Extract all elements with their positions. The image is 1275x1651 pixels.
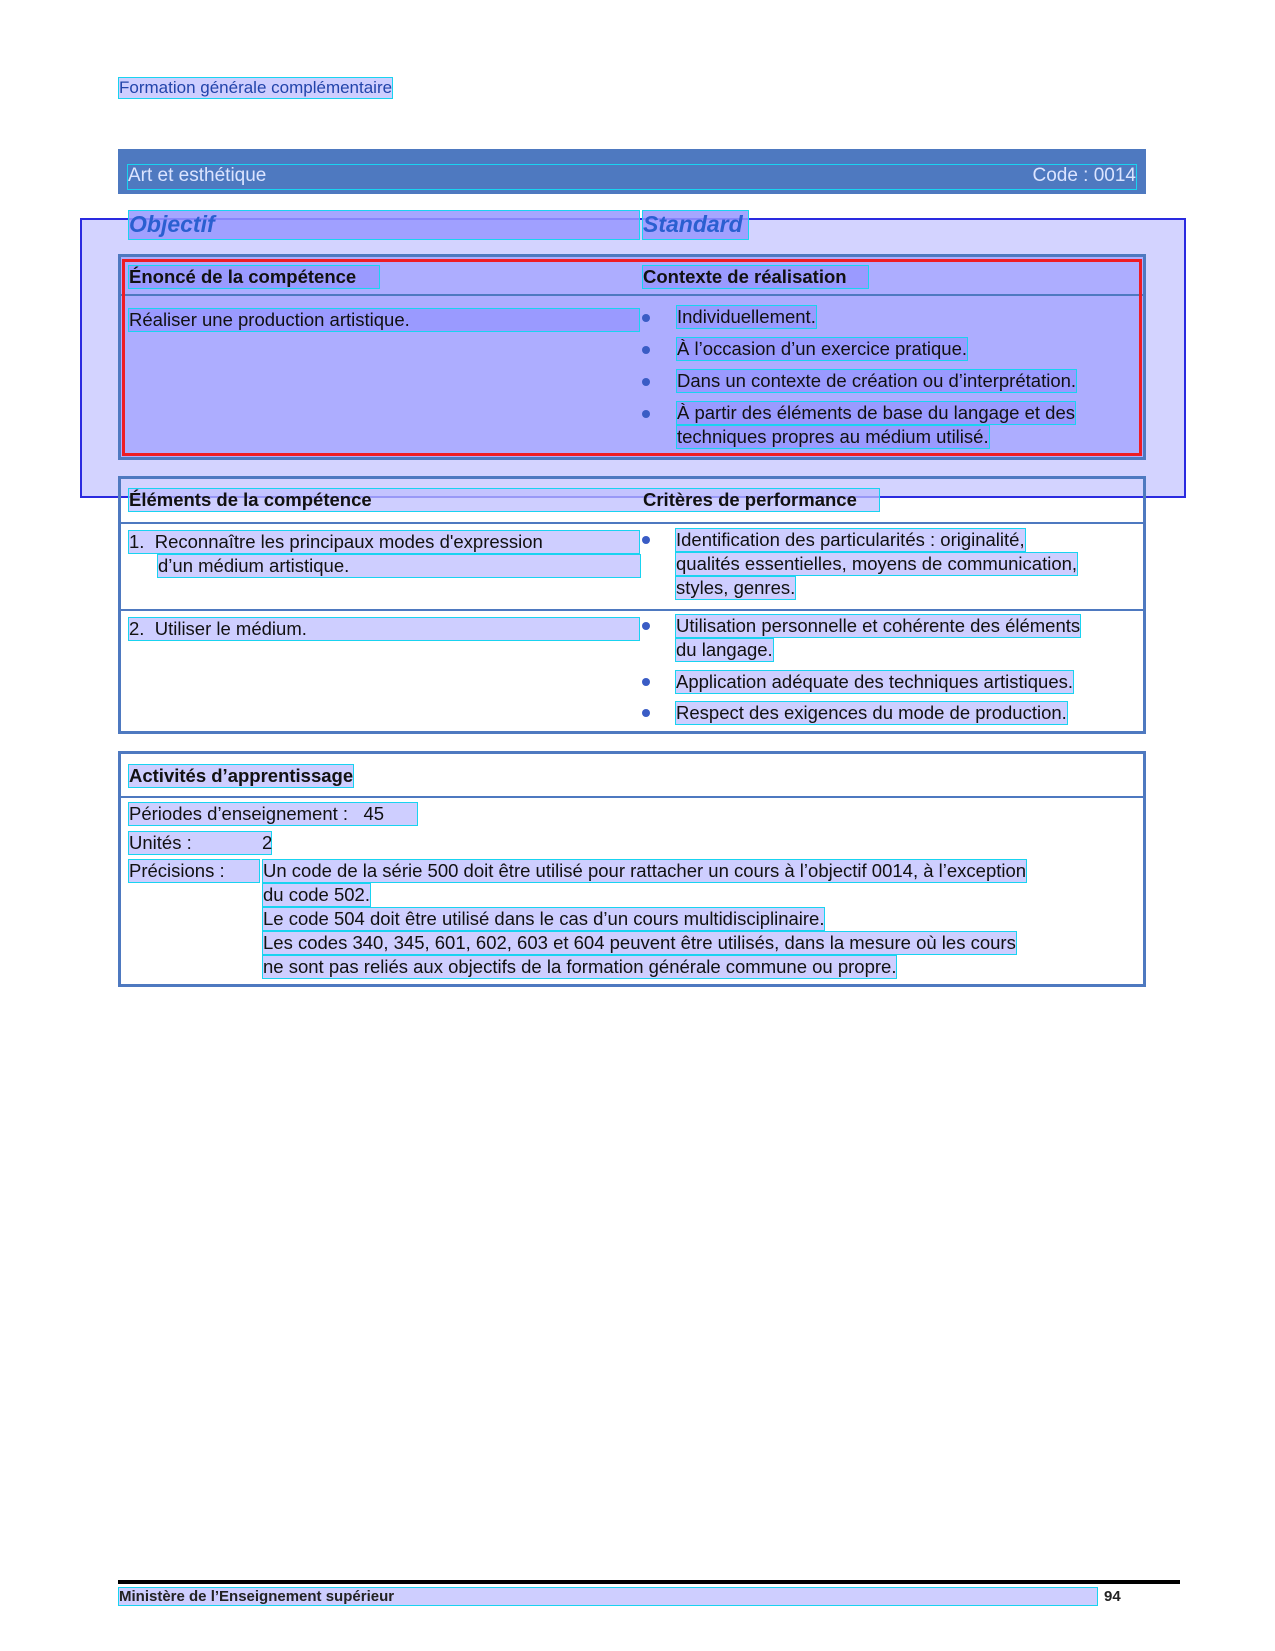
bullet-icon: [642, 314, 650, 322]
periodes-label: Périodes d’enseignement :: [129, 803, 349, 824]
course-code: Code : 0014: [1032, 165, 1136, 186]
unites-label: Unités :: [129, 832, 192, 853]
page-number: 94: [1104, 1588, 1121, 1605]
course-title: Art et esthétique: [128, 165, 267, 186]
bullet-icon: [642, 346, 650, 354]
periodes-value: 45: [363, 803, 385, 824]
footer-divider: [118, 1580, 1180, 1584]
element-number: 2.: [129, 618, 145, 639]
precisions-line: Un code de la série 500 doit être utilisé pour rattacher un cours à l’objectif 0014, à l’exception: [263, 860, 1027, 881]
competence-statement: Réaliser une production artistique.: [129, 309, 639, 331]
bullet-icon: [642, 678, 650, 686]
bullet-icon: [642, 622, 650, 630]
precisions-line: Les codes 340, 345, 601, 602, 603 et 604 peuvent être utilisés, dans la mesure où les cours: [263, 932, 1016, 953]
precisions-label: Précisions :: [129, 860, 259, 882]
precisions-line: ne sont pas reliés aux objectifs de la formation générale commune ou propre.: [263, 956, 897, 977]
criteria-item-continued: du langage.: [676, 639, 773, 660]
element-number: 1.: [129, 531, 145, 552]
footer-ministry: Ministère de l’Enseignement supérieur: [119, 1588, 1097, 1605]
context-item: À partir des éléments de base du langage et des: [677, 402, 1076, 423]
criteria-item-continued: styles, genres.: [676, 577, 796, 598]
standard-label: Standard: [643, 211, 748, 239]
context-item: À l’occasion d’un exercice pratique.: [677, 338, 967, 359]
element-text: [129, 618, 639, 640]
context-item-continued: techniques propres au médium utilisé.: [677, 426, 989, 447]
unites-row: [129, 832, 271, 854]
element-text-line: Utiliser le médium.: [154, 618, 307, 639]
enonce-selection-outline: [122, 259, 1142, 456]
criteria-item: Application adéquate des techniques artistiques.: [676, 671, 1073, 692]
title-bar: [118, 149, 1146, 194]
element-text: [129, 531, 639, 553]
bullet-icon: [642, 536, 650, 544]
elements-section: [118, 476, 1146, 734]
objectif-label: Objectif: [129, 211, 639, 239]
criteres-header: Critères de performance: [643, 489, 857, 510]
document-header: Formation générale complémentaire: [119, 78, 393, 97]
periodes-row: [129, 803, 417, 825]
elements-header: Éléments de la compétence: [129, 489, 879, 511]
contexte-header: Contexte de réalisation: [643, 266, 868, 288]
element-text-continued: d’un médium artistique.: [158, 555, 640, 577]
context-item: Dans un contexte de création ou d’interprétation.: [677, 370, 1077, 391]
context-item: Individuellement.: [677, 306, 816, 327]
precisions-line: Le code 504 doit être utilisé dans le cas d’un cours multidisciplinaire.: [263, 908, 825, 929]
bullet-icon: [642, 709, 650, 717]
bullet-icon: [642, 410, 650, 418]
criteria-item: Respect des exigences du mode de production.: [676, 702, 1067, 723]
unites-value: 2: [262, 832, 273, 853]
criteria-item: Utilisation personnelle et cohérente des éléments: [676, 615, 1081, 636]
activites-title: Activités d’apprentissage: [129, 765, 354, 786]
bullet-icon: [642, 378, 650, 386]
precisions-line: du code 502.: [263, 884, 370, 905]
enonce-header: Énoncé de la compétence: [129, 266, 379, 288]
criteria-item: Identification des particularités : originalité,: [676, 529, 1025, 550]
element-text-line: Reconnaître les principaux modes d'expression: [154, 531, 543, 552]
criteria-item-continued: qualités essentielles, moyens de communication,: [676, 553, 1078, 574]
